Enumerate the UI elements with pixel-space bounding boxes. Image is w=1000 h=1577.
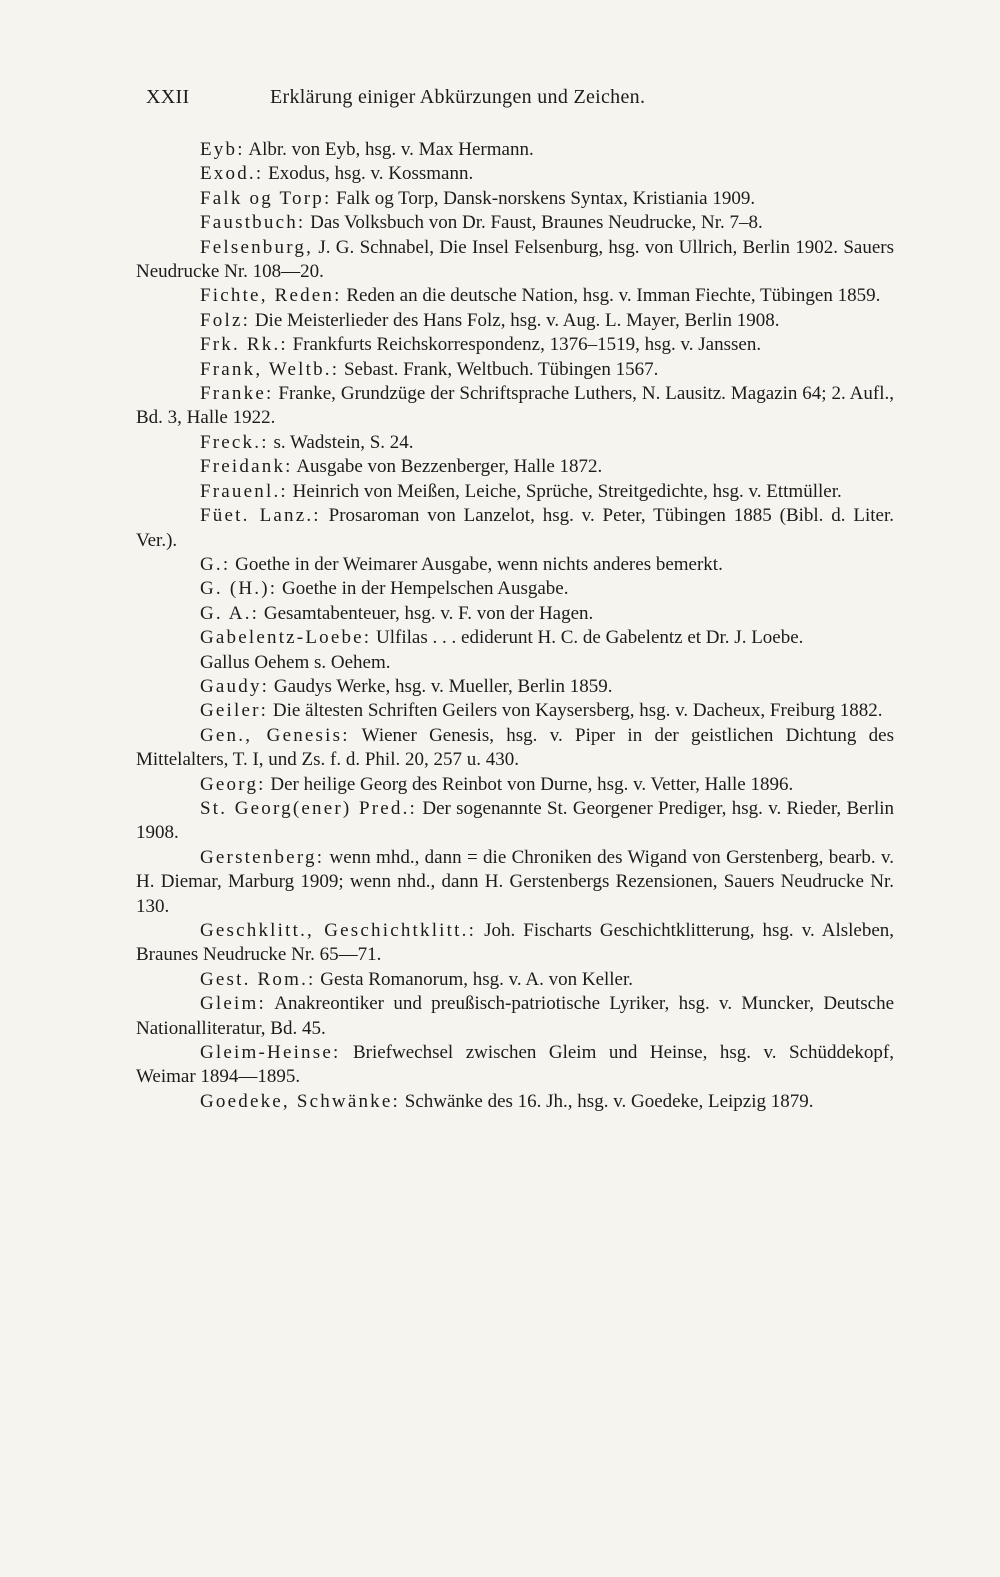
entry-text: Der heilige Georg des Reinbot von Durne, hsg. v. Vetter, Halle 1896.: [270, 773, 794, 795]
entry-term: Falk og Torp:: [200, 187, 332, 209]
entry-text: Goethe in der Hempelschen Ausgabe.: [281, 578, 569, 600]
entry-term: Frk. Rk.:: [200, 334, 288, 356]
entry-term: St. Georg(ener) Pred.:: [200, 797, 417, 819]
entry-term: Felsenburg,: [200, 236, 314, 258]
entry-term: Eyb:: [200, 139, 245, 160]
entry-text: Die Meisterlieder des Hans Folz, hsg. v. Aug. L. Mayer, Berlin 1908.: [254, 309, 780, 331]
entry-term: Frank, Weltb.:: [200, 358, 340, 380]
entry-term: Gleim:: [200, 993, 266, 1015]
entry-text: Prosaroman von Lanzelot, hsg. v. Peter, Tübingen 1885 (Bibl. d. Liter. Ver.).: [136, 505, 895, 551]
entry-term: Folz:: [200, 309, 251, 331]
entry-term: G. (H.):: [200, 578, 278, 600]
entry-term: G.:: [200, 553, 231, 575]
abbreviation-entry: [136, 236, 894, 285]
entry-text: Frankfurts Reichskorrespondenz, 1376–1519, hsg. v. Janssen.: [292, 334, 762, 356]
entry-text: Die ältesten Schriften Geilers von Kaysersberg, hsg. v. Dacheux, Freiburg 1882.: [272, 700, 883, 722]
abbreviation-entry: [136, 309, 894, 333]
abbreviation-entry: [136, 504, 894, 553]
entry-text: Franke, Grundzüge der Schriftsprache Luthers, N. Lausitz. Magazin 64; 2. Aufl., Bd. 3, Halle 1922.: [136, 383, 894, 429]
entry-term: Gerstenberg:: [200, 846, 325, 868]
entry-text: Gallus Oehem s. Oehem.: [200, 651, 391, 673]
abbreviation-entry: [136, 382, 894, 431]
page-header: [146, 86, 896, 116]
entry-term: Freidank:: [200, 456, 293, 478]
abbreviation-entry: [136, 626, 894, 650]
entry-text: Schwänke des 16. Jh., hsg. v. Goedeke, Leipzig 1879.: [404, 1090, 814, 1112]
entry-text: Sebast. Frank, Weltbuch. Tübingen 1567.: [343, 358, 659, 380]
abbreviation-entry: [136, 162, 894, 186]
entry-text: Albr. von Eyb, hsg. v. Max Hermann.: [248, 139, 534, 160]
entry-text: s. Wadstein, S. 24.: [273, 431, 414, 453]
abbreviation-entry: [136, 992, 894, 1041]
entry-term: Gabelentz-Loebe:: [200, 627, 372, 649]
abbreviation-entry: [136, 773, 894, 797]
abbreviation-entry: [136, 651, 894, 675]
entry-text: Gaudys Werke, hsg. v. Mueller, Berlin 1859.: [273, 675, 613, 697]
entry-text: Gesamtabenteuer, hsg. v. F. von der Hagen.: [263, 602, 594, 624]
entry-term: Franke:: [200, 383, 274, 405]
entry-term: Gleim-Heinse:: [200, 1042, 341, 1064]
entry-term: G. A.:: [200, 602, 260, 624]
abbreviation-entry: [136, 602, 894, 626]
entry-term: Freck.:: [200, 431, 269, 453]
entry-term: Füet. Lanz.:: [200, 505, 321, 527]
abbreviation-entry: [136, 968, 894, 992]
entry-term: Exod.:: [200, 163, 264, 185]
entry-term: Gest. Rom.:: [200, 968, 316, 990]
abbreviation-entry: [136, 431, 894, 455]
abbreviation-entry: [136, 211, 894, 235]
entry-text: Reden an die deutsche Nation, hsg. v. Imman Fiechte, Tübingen 1859.: [346, 285, 881, 307]
entry-term: Fichte, Reden:: [200, 285, 342, 307]
entry-term: Gaudy:: [200, 675, 270, 697]
entry-term: Geschklitt., Geschichtklitt.:: [200, 920, 477, 941]
entry-text: Briefwechsel zwischen Gleim und Heinse, hsg. v. Schüddekopf, Weimar 1894—1895.: [136, 1042, 894, 1088]
abbreviation-list: [136, 138, 894, 1114]
abbreviation-entry: [136, 1090, 894, 1114]
entry-term: Geiler:: [200, 700, 269, 722]
entry-text: wenn mhd., dann = die Chroniken des Wigand von Gerstenberg, bearb. v. H. Diemar, Marburg 1909; wenn nhd., dann H. Gerstenbergs Rezensionen, Sauers Neudrucke Nr. 130.: [136, 846, 895, 917]
entry-text: Goethe in der Weimarer Ausgabe, wenn nichts anderes bemerkt.: [235, 553, 723, 575]
entry-text: Anakreontiker und preußisch-patriotische Lyriker, hsg. v. Muncker, Deutsche Nationalliteratur, Bd. 45.: [136, 993, 895, 1039]
entry-text: Joh. Fischarts Geschichtklitterung, hsg. v. Alsleben, Braunes Neudrucke Nr. 65—71.: [136, 920, 895, 966]
entry-text: Das Volksbuch von Dr. Faust, Braunes Neudrucke, Nr. 7–8.: [310, 212, 763, 234]
page-number: XXII: [146, 86, 190, 108]
abbreviation-entry: [136, 919, 894, 968]
abbreviation-entry: [136, 187, 894, 211]
entry-text: Exodus, hsg. v. Kossmann.: [268, 163, 474, 185]
entry-text: Heinrich von Meißen, Leiche, Sprüche, Streitgedichte, hsg. v. Ettmüller.: [292, 480, 842, 502]
abbreviation-entry: [136, 724, 894, 773]
entry-term: Goedeke, Schwänke:: [200, 1090, 400, 1112]
abbreviation-entry: [136, 358, 894, 382]
abbreviation-entry: [136, 553, 894, 577]
entry-text: Der sogenannte St. Georgener Prediger, hsg. v. Rieder, Berlin 1908.: [136, 797, 895, 844]
abbreviation-entry: [136, 797, 894, 846]
entry-term: Gen., Genesis:: [200, 724, 350, 746]
entry-text: Wiener Genesis, hsg. v. Piper in der geistlichen Dichtung des Mittelalters, T. I, und Zs. f. d. Phil. 20, 257 u. 430.: [136, 724, 894, 771]
entry-text: Ausgabe von Bezzenberger, Halle 1872.: [296, 456, 603, 478]
entry-text: Falk og Torp, Dansk-norskens Syntax, Kristiania 1909.: [336, 187, 756, 209]
entry-term: Faustbuch:: [200, 212, 306, 234]
entry-term: Frauenl.:: [200, 480, 288, 502]
entry-text: Ulfilas . . . ediderunt H. C. de Gabelentz et Dr. J. Loebe.: [376, 627, 804, 649]
abbreviation-entry: [136, 675, 894, 699]
abbreviation-entry: [136, 138, 894, 162]
abbreviation-entry: [136, 333, 894, 357]
abbreviation-entry: [136, 455, 894, 479]
abbreviation-entry: [136, 1041, 894, 1090]
abbreviation-entry: [136, 699, 894, 723]
abbreviation-entry: [136, 846, 894, 919]
abbreviation-entry: [136, 284, 894, 308]
entry-text: J. G. Schnabel, Die Insel Felsenburg, hsg. von Ullrich, Berlin 1902. Sauers Neudrucke Nr. 108—20.: [136, 236, 895, 283]
entry-term: Georg:: [200, 773, 266, 795]
abbreviation-entry: [136, 577, 894, 601]
running-title: Erklärung einiger Abkürzungen und Zeichen.: [270, 86, 646, 108]
entry-text: Gesta Romanorum, hsg. v. A. von Keller.: [320, 968, 634, 990]
abbreviation-entry: [136, 480, 894, 504]
